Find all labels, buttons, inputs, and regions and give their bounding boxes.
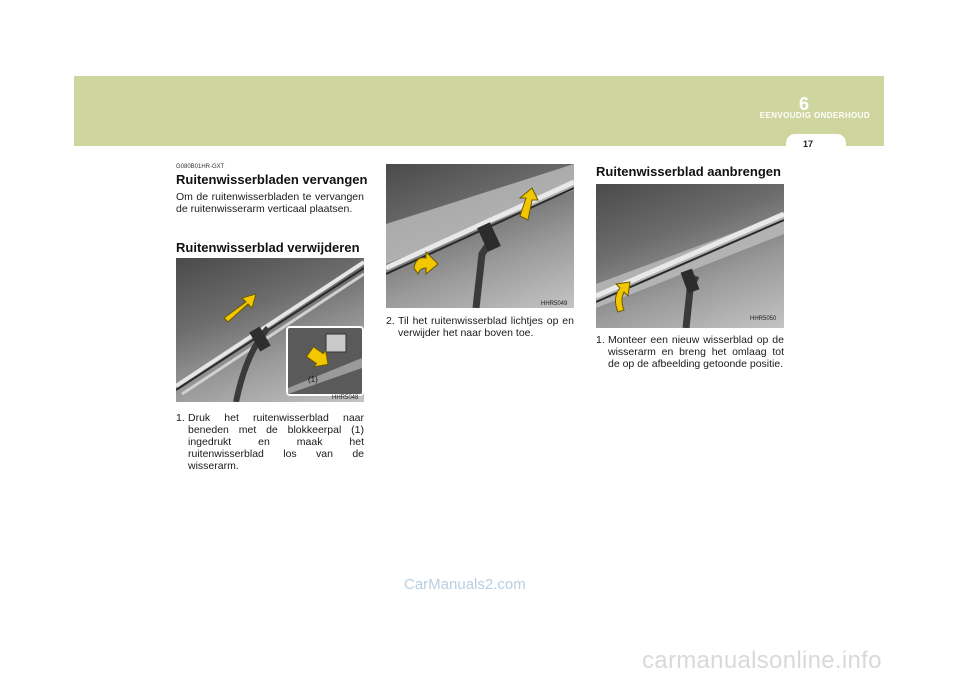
step-text: Til het ruitenwisserblad lichtjes op en verwijder het naar boven toe.	[398, 315, 574, 339]
page-title: Ruitenwisserbladen vervangen	[176, 172, 368, 187]
section-title: EENVOUDIG ONDERHOUD	[759, 111, 870, 120]
step-number: 1.	[176, 412, 185, 424]
down-arrow-icon	[224, 294, 256, 322]
step-text: Monteer een nieuw wisserblad op de wisserarm en breng het omlaag tot de op de afbeelding getoonde positie.	[608, 334, 784, 370]
figure-code: HHR5048	[332, 395, 359, 401]
callout-detail	[286, 326, 364, 396]
subtitle-install: Ruitenwisserblad aanbrengen	[596, 164, 781, 179]
step-text: Druk het ruitenwisserblad naar beneden met de blokkeerpal (1) ingedrukt en maak het ruitenwisserblad los van de wisserarm.	[188, 412, 364, 472]
page-number: 17	[802, 139, 813, 149]
figure-code: HHR5049	[541, 301, 568, 307]
footer-brand: carmanualsonline.info	[642, 647, 882, 674]
chapter-number: 6	[798, 94, 809, 114]
step-number: 1.	[596, 334, 605, 346]
watermark: CarManuals2.com	[404, 576, 526, 593]
step-lift	[386, 315, 574, 339]
figure-remove-blade	[176, 258, 364, 402]
section-code: G080B01HR-GXT	[176, 164, 225, 170]
step-remove	[176, 412, 364, 472]
step-install	[596, 334, 784, 370]
step-number: 2.	[386, 315, 395, 327]
figure-code: HHR5050	[750, 316, 777, 322]
figure-lift-blade	[386, 164, 574, 308]
figure-install-blade	[596, 184, 784, 328]
callout-label: (1)	[308, 375, 318, 384]
subtitle-remove: Ruitenwisserblad verwijderen	[176, 240, 360, 255]
intro-paragraph: Om de ruitenwisserbladen te vervangen de ruitenwisserarm verticaal plaatsen.	[176, 191, 364, 215]
